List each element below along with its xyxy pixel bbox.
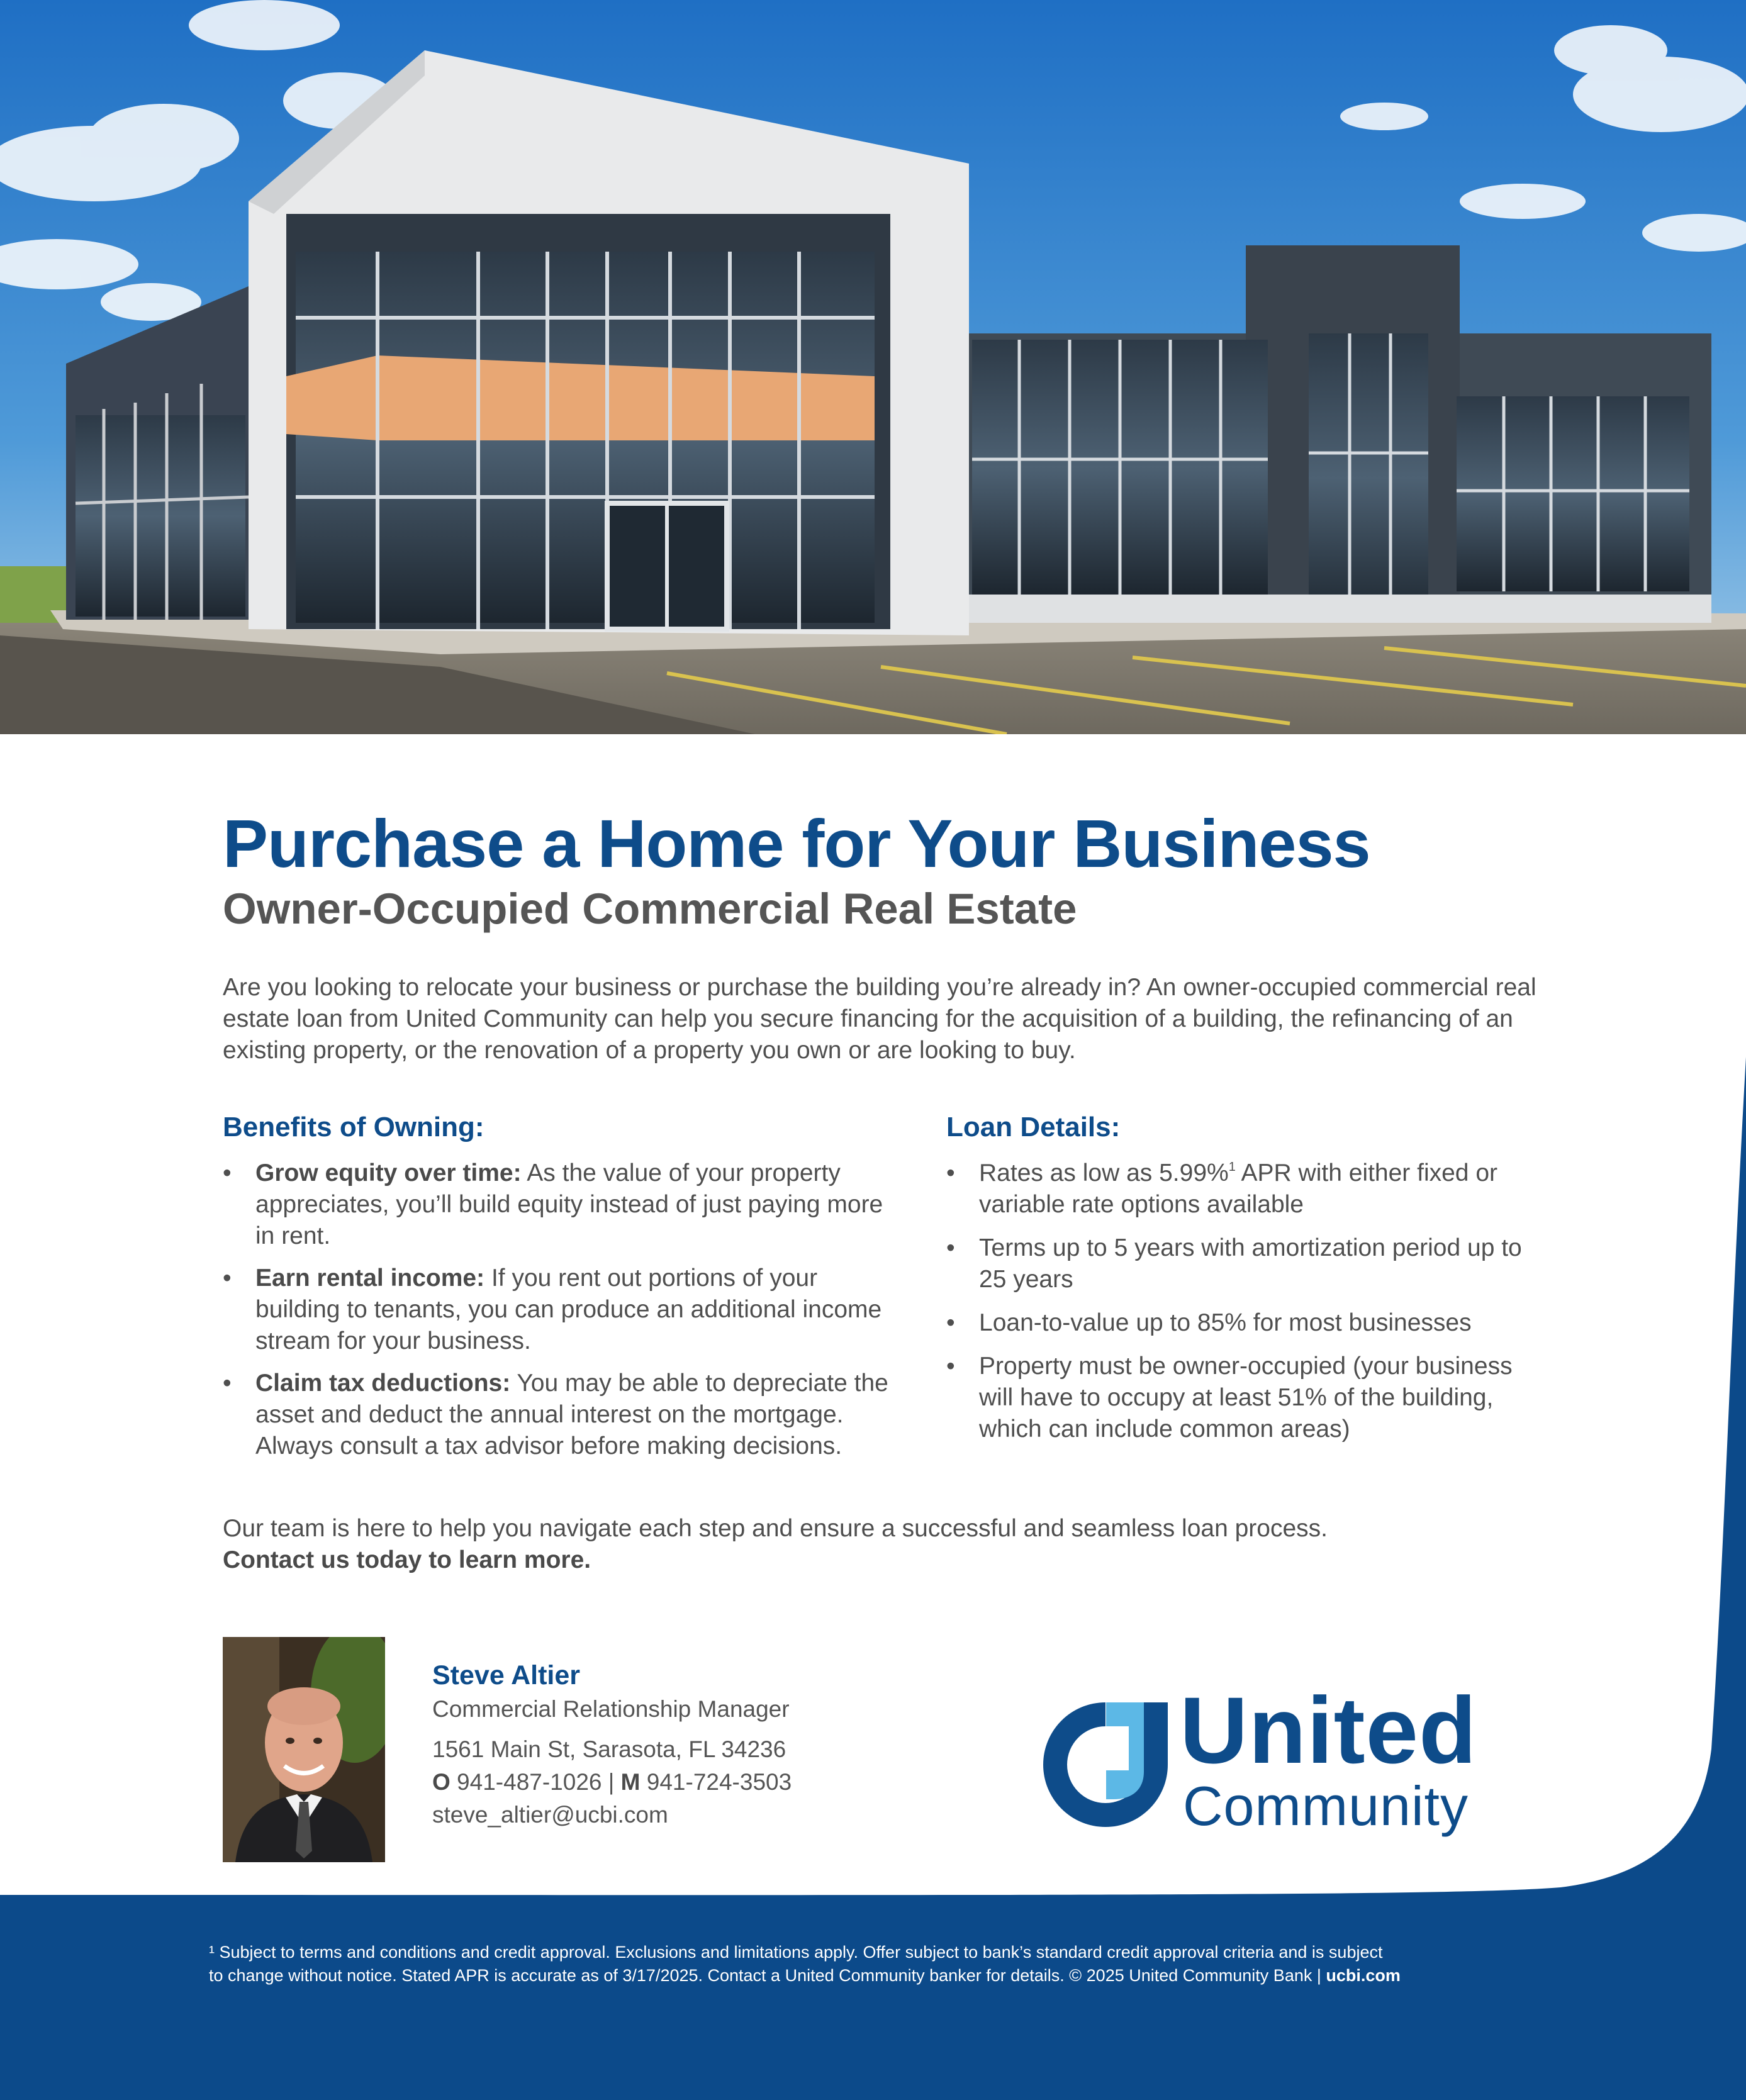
benefit-title: Earn rental income: [255, 1265, 485, 1292]
closing-paragraph [223, 1513, 1538, 1576]
benefits-list [223, 1158, 902, 1473]
benefit-text: You may be able to depreciate the asset and deduct the annual interest on the mortgage. Always consult a tax advisor before making decisions. [255, 1370, 888, 1460]
footer-band [0, 1895, 1746, 2100]
loan-details-heading: Loan Details: [946, 1112, 1121, 1142]
office-phone[interactable]: 941-487-1026 | [450, 1769, 621, 1795]
bullet-icon: • [223, 1370, 232, 1397]
united-community-logo [1038, 1677, 1504, 1843]
list-item [946, 1158, 1550, 1220]
benefit-text: If you rent out portions of your building to tenants, you can produce an additional income stream for your business. [255, 1265, 882, 1354]
benefit-title: Grow equity over time: [255, 1159, 522, 1187]
hero-photo [0, 0, 1746, 734]
list-item [946, 1307, 1550, 1339]
loan-detail-text: Rates as low as 5.99% [979, 1159, 1229, 1187]
footnote-line-2 [209, 1964, 1543, 1987]
benefit-text: As the value of your property appreciates, you’ll build equity instead of just paying more in rent. [255, 1159, 883, 1249]
contact-name: Steve Altier [432, 1660, 581, 1690]
loan-detail-text: Property must be owner-occupied (your business will have to occupy at least 51% of the building, which can include common areas) [979, 1353, 1513, 1443]
logo-word-united: United [1180, 1677, 1477, 1783]
benefit-title: Claim tax deductions: [255, 1370, 511, 1397]
footnote-line-1: ¹ Subject to terms and conditions and credit approval. Exclusions and limitations apply. Offer subject to bank’s standard credit approval criteria and is subject [209, 1943, 1383, 1962]
page-title: Purchase a Home for Your Business [223, 805, 1370, 881]
loan-detail-text: Loan-to-value up to 85% for most businesses [979, 1309, 1472, 1336]
page-subtitle: Owner-Occupied Commercial Real Estate [223, 885, 1077, 933]
website-link[interactable]: ucbi.com [1326, 1966, 1401, 1985]
logo-mark-icon [1038, 1697, 1173, 1833]
bullet-icon: • [946, 1353, 955, 1380]
bullet-icon: • [223, 1159, 232, 1187]
contact-phones [432, 1766, 792, 1799]
logo-word-community: Community [1183, 1775, 1469, 1837]
mobile-label: M [620, 1769, 641, 1795]
list-item [946, 1232, 1550, 1295]
contact-photo [223, 1637, 385, 1862]
mobile-phone[interactable]: 941-724-3503 [640, 1769, 792, 1795]
bullet-icon: • [946, 1309, 955, 1336]
contact-card [432, 1658, 792, 1831]
footnote-line-2-text: to change without notice. Stated APR is accurate as of 3/17/2025. Contact a United Community banker for details. © 2025 United Community Bank | [209, 1966, 1326, 1985]
bullet-icon: • [223, 1265, 232, 1292]
list-item [223, 1263, 902, 1357]
footnote-marker: 1 [1228, 1160, 1236, 1174]
bullet-icon: • [946, 1234, 955, 1261]
office-label: O [432, 1769, 450, 1795]
loan-detail-text: Terms up to 5 years with amortization period up to 25 years [979, 1234, 1522, 1293]
call-to-action: Contact us today to learn more. [223, 1546, 591, 1573]
intro-paragraph: Are you looking to relocate your business or purchase the building you’re already in? An owner-occupied commercial real estate loan from United Community can help you secure financing for the acquisition of a building, the refinancing of an existing property, or the renovation of a property you own or are looking to buy. [223, 974, 1536, 1064]
loan-details-list [946, 1158, 1550, 1457]
footnote [209, 1941, 1543, 1987]
contact-email[interactable]: steve_altier@ucbi.com [432, 1802, 668, 1828]
list-item [223, 1158, 902, 1252]
closing-text: Our team is here to help you navigate each step and ensure a successful and seamless loan process. [223, 1515, 1328, 1542]
contact-address: 1561 Main St, Sarasota, FL 34236 [432, 1736, 786, 1762]
list-item [946, 1351, 1550, 1445]
loan-detail-text-cont: APR with either fixed or variable rate options available [979, 1159, 1498, 1218]
list-item [223, 1368, 902, 1462]
contact-role: Commercial Relationship Manager [432, 1696, 790, 1722]
benefits-heading: Benefits of Owning: [223, 1112, 484, 1142]
bullet-icon: • [946, 1159, 955, 1187]
